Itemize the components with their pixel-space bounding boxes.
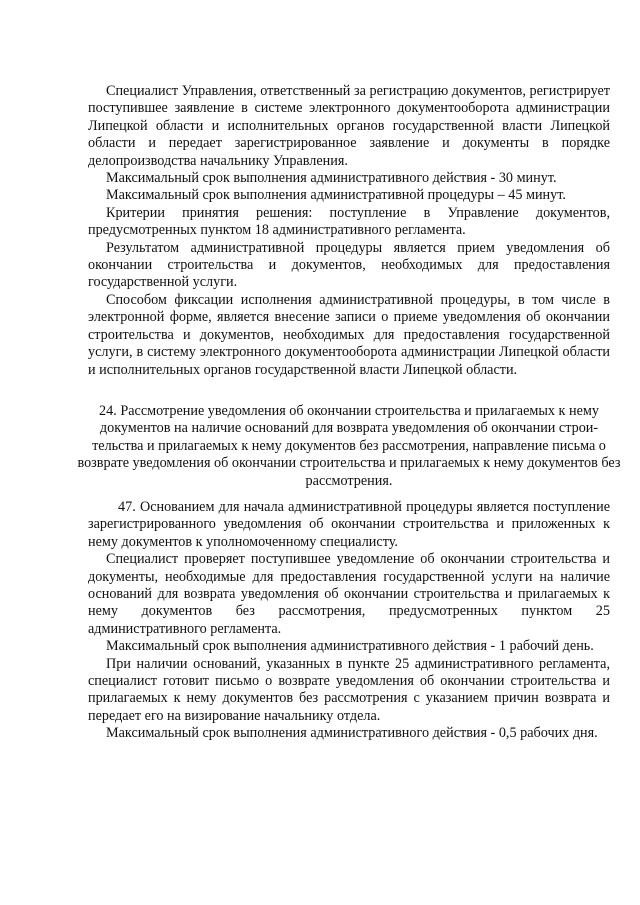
paragraph-procedure-basis: 47. Основанием для начала административной процедуры является поступление зарегистрированного уведомления об окончании строительства и приложенных к нему документов к уполномоченному специалисту.	[88, 499, 610, 550]
section-heading: 24. Рассмотрение уведомления об окончании строительства и прилагаемых к нему документов на наличие оснований для возврата уведомления об окончании строи-тельства и прилагаемых к нему документов без рассмотрения, направление письма о возврате уведомления об окончании строительства и прилагаемых к нему документов без рассмотрения.	[77, 403, 621, 489]
paragraph-decision-criteria: Критерии принятия решения: поступление в Управление документов, предусмотренных пунктом 18 административного регламента.	[88, 204, 610, 239]
paragraph-specialist-check: Специалист проверяет поступившее уведомление об окончании строительства и документы, необходимые для предоставления государственной услуги на наличие оснований для возврата уведомления об окончании строительства и прилагаемых к нему документов без рассмотрения, предусмотренных пунктом 25 административного регламента.	[88, 551, 610, 637]
paragraph-procedure-result: Результатом административной процедуры является прием уведомления об окончании строительства и документов, необходимых для предоставления государственной услуги.	[88, 239, 610, 291]
paragraph-max-time-1: Максимальный срок выполнения административного действия - 1 рабочий день.	[106, 638, 594, 655]
paragraph-registration: Специалист Управления, ответственный за регистрацию документов, регистрирует поступившее заявление в системе электронного документооборота администрации Липецкой области и исполнительных органов государственной власти Липецкой области и передает зарегистрированное заявление и документы в порядке делопроизводства начальнику Управления.	[88, 83, 610, 169]
paragraph-return-letter: При наличии оснований, указанных в пункте 25 административного регламента, специалист готовит письмо о возврате уведомления об окончании строительства и прилагаемых к нему документов без рассмотрения с указанием причин возврата и передает его на визирование начальнику отдела.	[88, 655, 610, 724]
paragraph-procedure-time: Максимальный срок выполнения административной процедуры – 45 минут.	[106, 187, 566, 204]
paragraph-action-time: Максимальный срок выполнения административного действия - 30 минут.	[106, 170, 557, 187]
document-page	[77, 0, 621, 905]
paragraph-max-time-2: Максимальный срок выполнения административного действия - 0,5 рабочих дня.	[106, 725, 598, 742]
procedure-review-section	[88, 499, 610, 743]
procedure-registration-section	[88, 83, 610, 379]
paragraph-fixation-method: Способом фиксации исполнения административной процедуры, в том числе в электронной форме, является внесение записи о приеме уведомления об окончании строительства и документов, необходимых для предоставления государственной услуги, в систему электронного документооборота администрации Липецкой области и исполнительных органов государственной власти Липецкой области.	[88, 291, 610, 378]
